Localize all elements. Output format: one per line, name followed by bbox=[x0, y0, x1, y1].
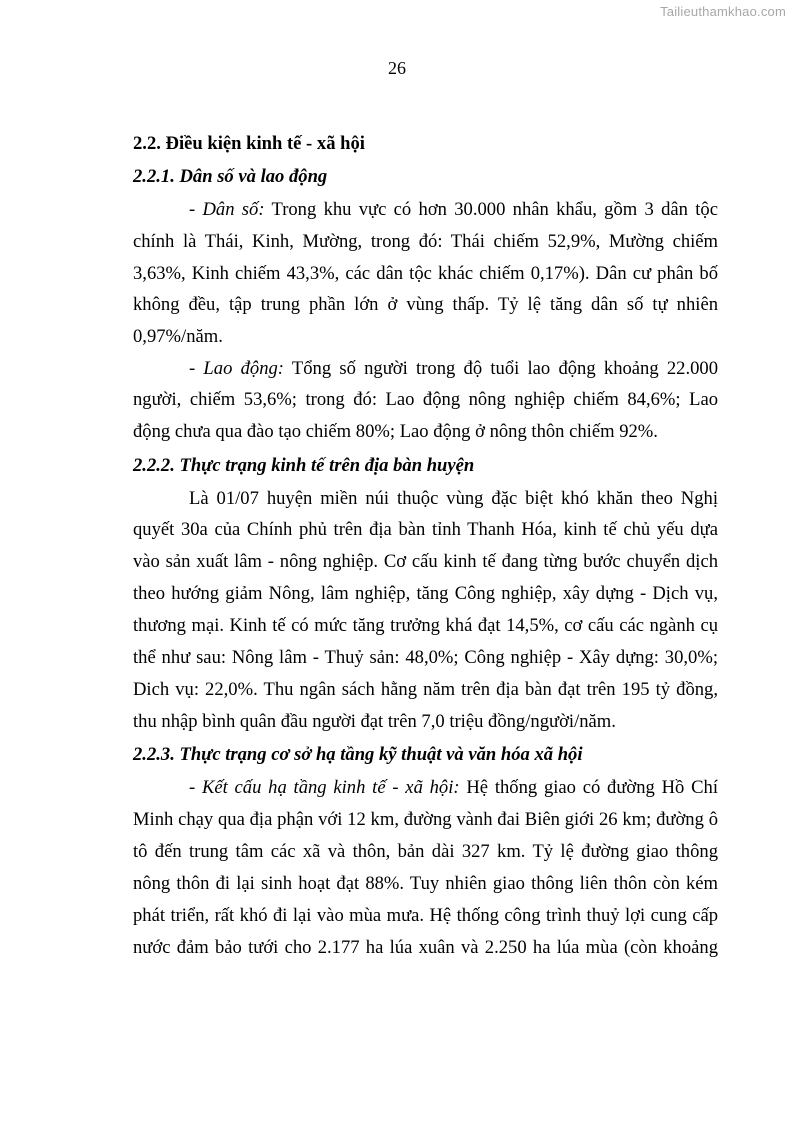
paragraph-line: theo hướng giảm Nông, lâm nghiệp, tăng Công nghiệp, xây dựng - Dịch vụ, bbox=[133, 583, 718, 604]
paragraph-line: thể như sau: Nông lâm - Thuỷ sản: 48,0%; Công nghiệp - Xây dựng: 30,0%; bbox=[133, 647, 718, 668]
paragraph-line: - Dân số: Trong khu vực có hơn 30.000 nhân khẩu, gồm 3 dân tộc bbox=[189, 199, 718, 220]
population-label: - Dân số: bbox=[189, 199, 265, 220]
paragraph-line: động chưa qua đào tạo chiếm 80%; Lao động ở nông thôn chiếm 92%. bbox=[133, 421, 658, 442]
paragraph-line: 0,97%/năm. bbox=[133, 326, 223, 347]
paragraph-line: nước đảm bảo tưới cho 2.177 ha lúa xuân và 2.250 ha lúa mùa (còn khoảng bbox=[133, 937, 718, 958]
paragraph-line: Dich vụ: 22,0%. Thu ngân sách hằng năm trên địa bàn đạt trên 195 tỷ đồng, bbox=[133, 679, 718, 700]
paragraph-line: người, chiếm 53,6%; trong đó: Lao động nông nghiệp chiếm 84,6%; Lao bbox=[133, 389, 718, 410]
labor-label: - Lao động: bbox=[189, 358, 284, 379]
section-heading: 2.2. Điều kiện kinh tế - xã hội bbox=[133, 133, 365, 154]
paragraph-line: 3,63%, Kinh chiếm 43,3%, các dân tộc khác chiếm 0,17%). Dân cư phân bố bbox=[133, 263, 718, 284]
paragraph-line: quyết 30a của Chính phủ trên địa bàn tỉnh Thanh Hóa, kinh tế chủ yếu dựa bbox=[133, 519, 718, 540]
paragraph-line: phát triển, rất khó đi lại vào mùa mưa. Hệ thống công trình thuỷ lợi cung cấp bbox=[133, 905, 718, 926]
paragraph-line: vào sản xuất lâm - nông nghiệp. Cơ cấu kinh tế đang từng bước chuyển dịch bbox=[133, 551, 718, 572]
paragraph-line: thương mại. Kinh tế có mức tăng trưởng khá đạt 14,5%, cơ cấu các ngành cụ bbox=[133, 615, 718, 636]
paragraph-line: không đều, tập trung phần lớn ở vùng thấp. Tỷ lệ tăng dân số tự nhiên bbox=[133, 294, 718, 315]
subsection-heading-population: 2.2.1. Dân số và lao động bbox=[133, 166, 328, 187]
paragraph-line: tô đến trung tâm các xã và thôn, bản dài 327 km. Tỷ lệ đường giao thông bbox=[133, 841, 718, 862]
paragraph-line: chính là Thái, Kinh, Mường, trong đó: Thái chiếm 52,9%, Mường chiếm bbox=[133, 231, 718, 252]
paragraph-line: nông thôn đi lại sinh hoạt đạt 88%. Tuy nhiên giao thông liên thôn còn kém bbox=[133, 873, 718, 894]
paragraph-line: Là 01/07 huyện miền núi thuộc vùng đặc biệt khó khăn theo Nghị bbox=[189, 488, 718, 509]
subsection-heading-infrastructure: 2.2.3. Thực trạng cơ sở hạ tầng kỹ thuật và văn hóa xã hội bbox=[133, 744, 583, 765]
infrastructure-label: - Kết cấu hạ tầng kinh tế - xã hội: bbox=[189, 777, 460, 798]
paragraph-line: - Lao động: Tổng số người trong độ tuổi lao động khoảng 22.000 bbox=[189, 358, 718, 379]
paragraph-line: Minh chạy qua địa phận với 12 km, đường vành đai Biên giới 26 km; đường ô bbox=[133, 809, 718, 830]
watermark: Tailieuthamkhao.com bbox=[660, 4, 786, 19]
paragraph-line: - Kết cấu hạ tầng kinh tế - xã hội: Hệ thống giao có đường Hồ Chí bbox=[189, 777, 718, 798]
paragraph-line: thu nhập bình quân đầu người đạt trên 7,0 triệu đồng/người/năm. bbox=[133, 711, 616, 732]
page-number: 26 bbox=[388, 58, 406, 78]
subsection-heading-economy: 2.2.2. Thực trạng kinh tế trên địa bàn huyện bbox=[133, 455, 475, 476]
